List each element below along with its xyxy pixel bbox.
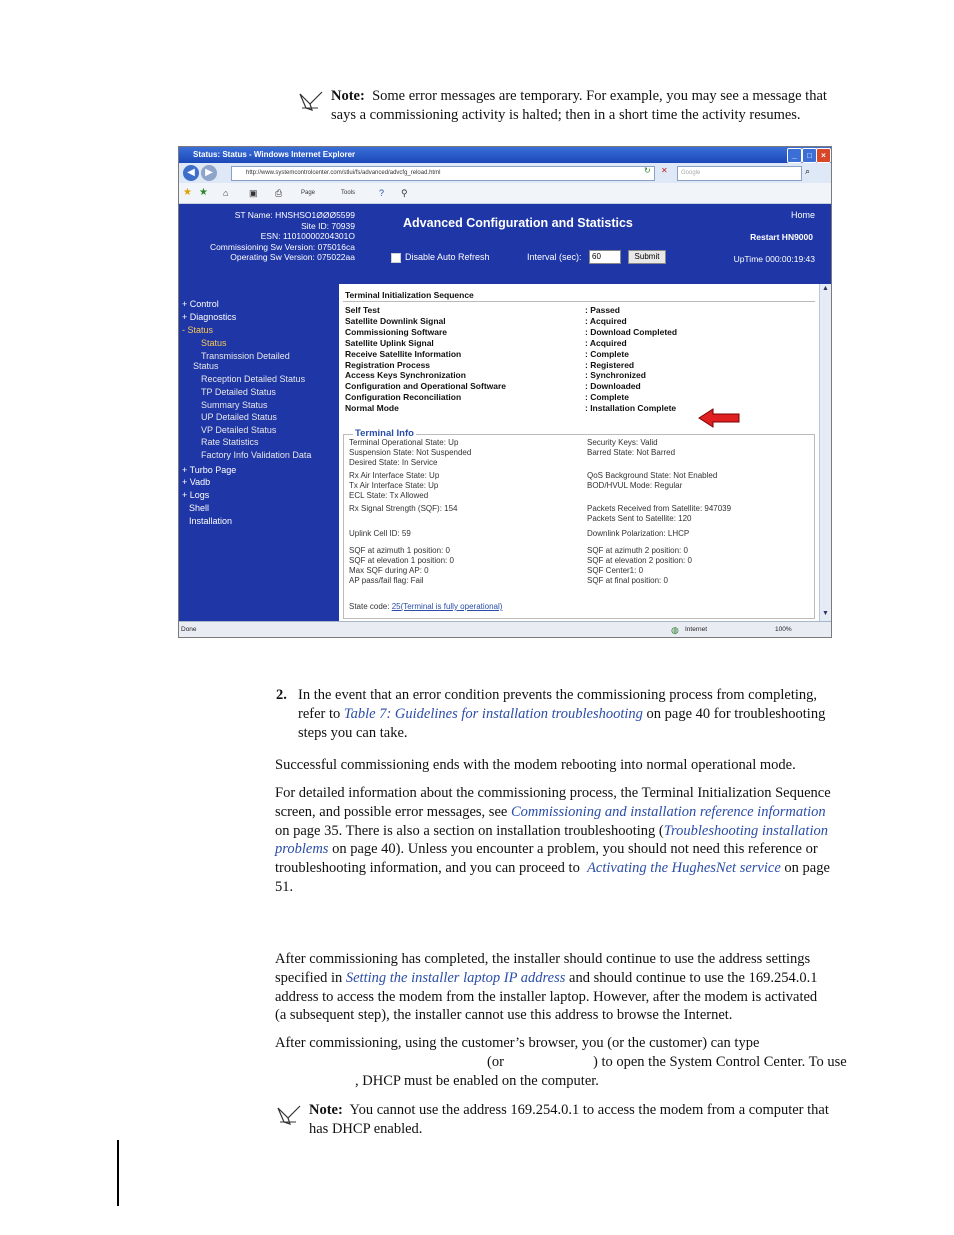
url-field[interactable]: http://www.systemcontrolcenter.com/stlui/fs/advanced/advcfg_reload.html <box>231 166 655 181</box>
para2-problems-link[interactable]: problems <box>275 841 329 858</box>
terminal-info-item: Uplink Cell ID: 59 <box>349 529 411 538</box>
note-pencil-icon-2 <box>276 1104 302 1126</box>
terminal-info-item: QoS Background State: Not Enabled <box>587 471 718 480</box>
sequence-label: Satellite Uplink Signal <box>345 337 434 348</box>
sidebar-nav <box>179 284 339 621</box>
help-icon[interactable]: ? <box>379 188 385 198</box>
sequence-label: Self Test <box>345 305 380 315</box>
para4-l3: , DHCP must be enabled on the computer. <box>355 1073 599 1089</box>
sequence-label: Configuration and Operational Software <box>345 381 507 392</box>
sidebar-item-turbo[interactable]: + Turbo Page <box>182 465 237 475</box>
step-number <box>276 686 287 705</box>
sequence-label: Normal Mode <box>345 403 399 414</box>
sidebar-item-installation[interactable]: Installation <box>189 516 233 526</box>
auto-refresh-label: Disable Auto Refresh <box>405 252 490 262</box>
sequence-label: Registration Process <box>345 359 431 370</box>
sidebar-item-status[interactable]: - Status <box>182 325 214 335</box>
para2-reference-link[interactable]: Commissioning and installation reference information <box>510 803 826 820</box>
page-menu[interactable]: Page <box>301 190 316 196</box>
sequence-label: Satellite Downlink Signal <box>345 315 446 326</box>
sidebar-item-status-sub[interactable]: Status <box>201 338 227 348</box>
para4-l2a: (or <box>487 1054 504 1070</box>
terminal-info-item: Suspension State: Not Suspended <box>349 448 472 457</box>
para3-l2-pre: specified in <box>275 969 343 986</box>
home-link[interactable]: Home <box>790 210 815 220</box>
note-text-2: says a commissioning activity is halted; then in a short time the activity resumes. <box>331 106 801 123</box>
terminal-info-item: Packets Sent to Satellite: 120 <box>587 514 692 523</box>
sidebar-item-control[interactable]: + Control <box>182 299 219 309</box>
terminal-info-item: Security Keys: Valid <box>587 438 658 447</box>
back-icon[interactable]: ◀ <box>183 165 199 181</box>
terminal-info-item: AP pass/fail flag: Fail <box>349 576 424 585</box>
state-code-label: State code: <box>349 602 390 611</box>
terminal-info-item: Rx Air Interface State: Up <box>349 471 440 480</box>
note-text-1: Some error messages are temporary. For example, you may see a message that <box>372 88 827 104</box>
sidebar-item-vadb[interactable]: + Vadb <box>182 477 211 487</box>
sequence-label: Receive Satellite Information <box>345 348 462 359</box>
terminal-info-item: ECL State: Tx Allowed <box>349 491 429 500</box>
sidebar-item-up[interactable]: UP Detailed Status <box>201 412 277 422</box>
para2-l5-pre: troubleshooting information, and you can proceed to <box>275 860 580 877</box>
note-bottom-text-1: You cannot use the address 169.254.0.1 to access the modem from a computer that <box>349 1102 829 1118</box>
sidebar-item-shell[interactable]: Shell <box>189 503 210 513</box>
uptime: UpTime 000:00:19:43 <box>733 254 815 264</box>
para3-l2-post: and should continue to use the 169.254.0.1 <box>569 969 818 986</box>
feeds-icon[interactable]: ▣ <box>249 188 258 198</box>
sequence-value: : Installation Complete <box>585 403 677 414</box>
note-bottom-text-2: has DHCP enabled. <box>309 1120 423 1137</box>
commissioning-sw: Commissioning Sw Version: 075016ca <box>209 241 355 252</box>
terminal-info-item: SQF at elevation 1 position: 0 <box>349 556 454 565</box>
sequence-value: : Passed <box>585 305 620 315</box>
interval-label: Interval (sec): <box>527 252 582 262</box>
state-code <box>349 602 502 611</box>
site-id: Site ID: 70939 <box>301 220 355 231</box>
status-bar <box>179 621 831 638</box>
step-2-text <box>298 686 870 742</box>
para-after-commissioning <box>275 950 870 1025</box>
state-code-link[interactable]: 25(Terminal is fully operational) <box>391 602 503 611</box>
home-icon[interactable]: ⌂ <box>223 188 229 198</box>
terminal-info-item: Rx Signal Strength (SQF): 154 <box>349 504 458 513</box>
terminal-info-item: SQF Center1: 0 <box>587 566 644 575</box>
sequence-heading: Terminal Initialization Sequence <box>345 290 474 300</box>
para2-l5-post: on page <box>784 860 830 877</box>
scroll-up-icon[interactable]: ▲ <box>822 285 829 292</box>
sidebar-item-summary[interactable]: Summary Status <box>201 400 268 410</box>
note-label: Note: <box>331 88 365 104</box>
terminal-info-item: Barred State: Not Barred <box>587 448 676 457</box>
terminal-info-block <box>210 210 355 263</box>
search-field[interactable]: Google <box>677 166 802 181</box>
sidebar-item-diagnostics[interactable]: + Diagnostics <box>182 312 237 322</box>
terminal-info-item: Packets Received from Satellite: 947039 <box>587 504 732 513</box>
terminal-info-item: SQF at azimuth 1 position: 0 <box>349 546 450 555</box>
zone-text: Internet <box>685 626 708 633</box>
sidebar-item-transmission-2[interactable]: Status <box>193 361 219 371</box>
sidebar-item-transmission[interactable]: Transmission Detailed <box>201 351 290 361</box>
para3-l4: (a subsequent step), the installer cannot use this address to browse the Internet. <box>275 1007 733 1024</box>
note-bottom <box>309 1101 874 1139</box>
divider <box>343 301 815 302</box>
para2-l1: For detailed information about the commissioning process, the Terminal Initialization Sequence <box>275 785 831 801</box>
terminal-info-item: SQF at final position: 0 <box>587 576 668 585</box>
sequence-value: : Acquired <box>585 337 627 348</box>
globe-icon: ◍ <box>671 625 679 635</box>
step-number-text: 2. <box>276 687 287 703</box>
para2-l4-post: on page 40). Unless you encounter a problem, you should not need this reference or <box>332 841 818 858</box>
favorites-star-icon[interactable]: ★ <box>183 187 192 198</box>
sequence-value: : Registered <box>585 359 635 370</box>
forward-icon[interactable]: ▶ <box>201 165 217 181</box>
terminal-info-item: Downlink Polarization: LHCP <box>587 529 690 538</box>
window-titlebar <box>179 147 831 163</box>
maximize-icon[interactable]: □ <box>802 148 817 163</box>
zoom-level[interactable]: 100% <box>775 626 792 633</box>
para-detailed-info <box>275 784 870 897</box>
close-icon[interactable]: × <box>816 148 831 163</box>
auto-refresh-checkbox[interactable] <box>391 253 401 263</box>
refresh-icon[interactable]: ↻ <box>644 166 651 175</box>
para3-l1: After commissioning has completed, the installer should continue to use the address settings <box>275 951 811 967</box>
sidebar-item-logs[interactable]: + Logs <box>182 490 210 500</box>
sequence-label: Access Keys Synchronization <box>345 370 466 381</box>
terminal-info-item: Max SQF during AP: 0 <box>349 566 429 575</box>
content-pane <box>339 284 819 621</box>
para3-l3: address to access the modem from the installer laptop. However, after the modem is activated <box>275 988 818 1005</box>
step2-line2-post: on page 40 for troubleshooting <box>646 705 826 722</box>
submit-button[interactable]: Submit <box>628 250 666 264</box>
st-name: ST Name: HNSHSO1ØØØ5599 <box>234 210 355 220</box>
step2-table-link[interactable]: Table 7: Guidelines for installation troubleshooting <box>343 705 643 722</box>
terminal-info-item: SQF at elevation 2 position: 0 <box>587 556 692 565</box>
sidebar-item-tp[interactable]: TP Detailed Status <box>201 387 276 397</box>
para2-activating-link[interactable]: Activating the HughesNet service <box>587 860 781 877</box>
window-title: Status: Status - Windows Internet Explorer <box>193 150 356 159</box>
operating-sw: Operating Sw Version: 075022aa <box>230 252 355 262</box>
status-text: Done <box>181 626 197 633</box>
red-arrow-icon <box>697 407 743 429</box>
search-icon[interactable]: ⌕ <box>805 166 811 176</box>
sequence-label: Configuration Reconciliation <box>345 392 462 403</box>
sidebar-item-factory[interactable]: Factory Info Validation Data <box>201 450 312 460</box>
para2-l6: 51. <box>275 878 294 895</box>
terminal-info-item: SQF at azimuth 2 position: 0 <box>587 546 688 555</box>
stop-icon[interactable]: ✕ <box>661 166 668 175</box>
interval-input[interactable]: 60 <box>589 250 621 264</box>
add-favorite-icon[interactable]: ★ <box>199 187 208 198</box>
scroll-down-icon[interactable]: ▼ <box>822 610 829 617</box>
command-toolbar <box>179 183 831 204</box>
address-bar <box>179 163 831 183</box>
para-success: Successful commissioning ends with the modem rebooting into normal operational mode. <box>275 757 796 773</box>
para2-l2-pre: screen, and possible error messages, see <box>275 803 508 820</box>
para2-troubleshooting-link[interactable]: Troubleshooting installation <box>663 822 828 839</box>
para2-l3-pre: on page 35. There is also a section on installation troubleshooting ( <box>275 822 664 839</box>
sequence-value: : Synchronized <box>585 370 646 381</box>
sequence-value: : Acquired <box>585 315 627 326</box>
terminal-info-item: Tx Air Interface State: Up <box>349 481 439 490</box>
note-bottom-label: Note: <box>309 1102 343 1118</box>
restart-link[interactable]: Restart HN9000 <box>750 232 813 242</box>
tools-menu[interactable]: Tools <box>341 190 356 196</box>
note-top <box>331 87 871 125</box>
print-icon[interactable]: ⎙ <box>275 188 283 198</box>
sidebar-item-vp[interactable]: VP Detailed Status <box>201 425 277 435</box>
scrollbar[interactable] <box>819 284 832 621</box>
sequence-value: : Downloaded <box>585 381 641 392</box>
para4-l2b: ) to open the System Control Center. To use <box>593 1054 847 1070</box>
page-header <box>179 204 831 284</box>
sequence-value: : Download Completed <box>585 326 678 337</box>
esn: ESN: 11010000204301O <box>260 231 355 241</box>
para4-l1: After commissioning, using the customer’s browser, you (or the customer) can type <box>275 1035 760 1051</box>
terminal-info-item: BOD/HVUL Mode: Regular <box>587 481 683 490</box>
change-bar <box>117 1140 119 1206</box>
terminal-info-item: Desired State: In Service <box>349 458 438 467</box>
step2-line1: In the event that an error condition prevents the commissioning process from completing, <box>298 687 818 703</box>
sequence-value: : Complete <box>585 392 629 403</box>
browser-screenshot <box>178 146 832 638</box>
para3-laptop-ip-link[interactable]: Setting the installer laptop IP address <box>345 969 566 986</box>
minimize-icon[interactable]: _ <box>787 148 802 163</box>
sidebar-item-rate[interactable]: Rate Statistics <box>201 437 259 447</box>
step2-line3: steps you can take. <box>298 724 408 741</box>
step2-line2-pre: refer to <box>298 705 341 722</box>
terminal-info-heading: Terminal Info <box>355 428 414 439</box>
note-pencil-icon <box>298 90 324 112</box>
page-title: Advanced Configuration and Statistics <box>403 216 633 230</box>
sequence-value: : Complete <box>585 348 629 359</box>
research-icon[interactable]: ⚲ <box>401 188 408 198</box>
sidebar-item-reception[interactable]: Reception Detailed Status <box>201 374 306 384</box>
terminal-info-item: Terminal Operational State: Up <box>349 438 459 447</box>
sequence-label: Commissioning Software <box>345 326 448 337</box>
